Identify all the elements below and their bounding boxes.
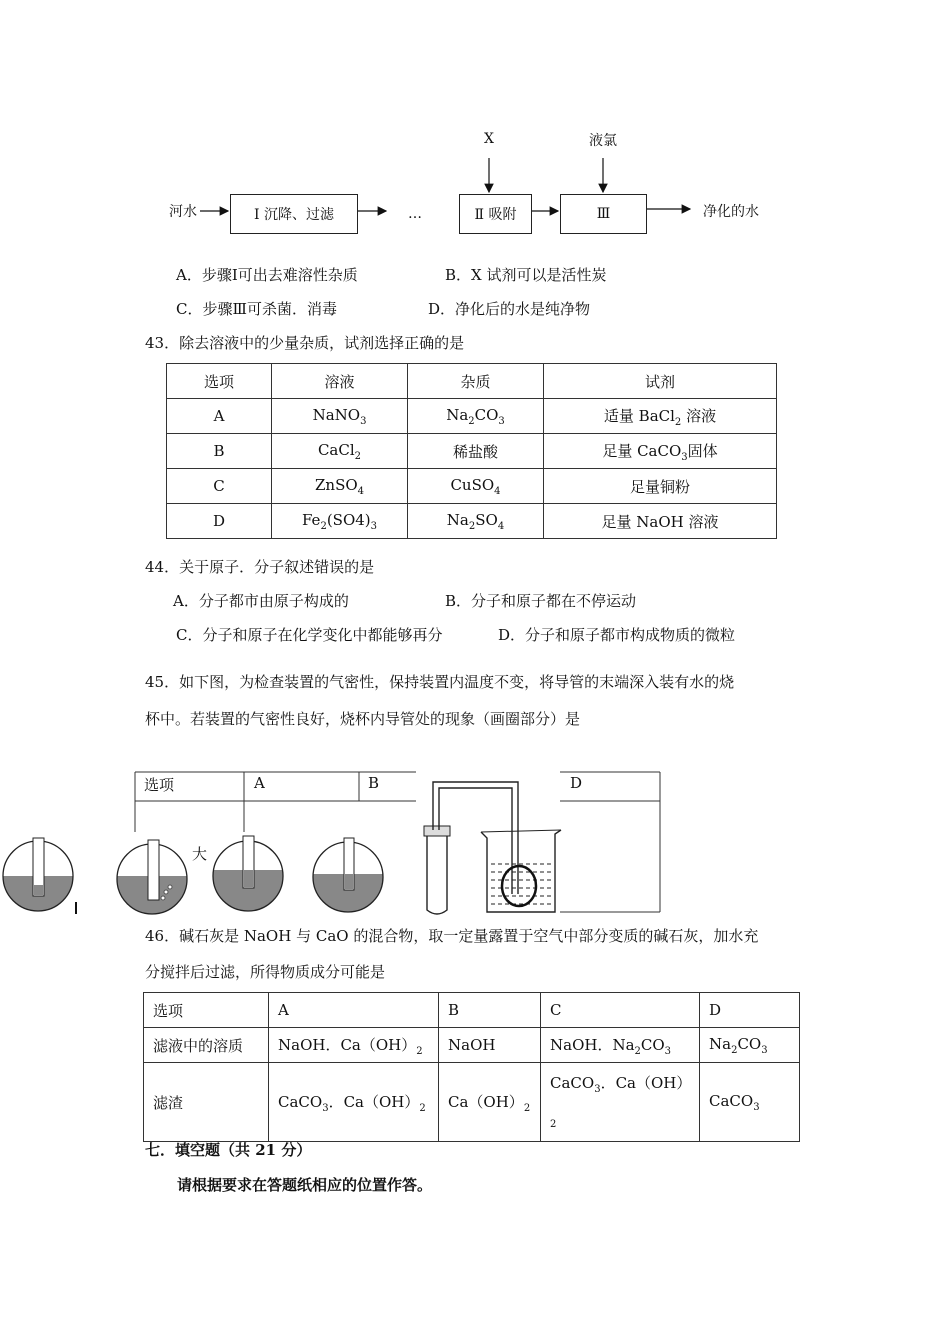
table-row — [167, 399, 777, 434]
cell-a: CaCO$_3$．$Ca(OH)_2$ — [269, 1063, 439, 1142]
cell-option: A — [167, 399, 272, 434]
cell-a: NaOH．$Ca(OH)_2$ — [269, 1028, 439, 1063]
flow-step3-box — [560, 194, 647, 234]
section7-note: 请根据要求在答题纸相应的位置作答。 — [177, 1176, 433, 1194]
option-circles — [0, 830, 420, 925]
cell-reagent: 适量 BaCl$_2$ 溶液 — [544, 399, 777, 434]
cell-option: D — [167, 504, 272, 539]
reagent-x-label: X — [484, 131, 494, 147]
row-header-residue: 滤渣 — [144, 1063, 269, 1142]
q44-option-c: C．分子和原子在化学变化中都能够再分 — [176, 626, 443, 644]
q42-option-c: C．步骤Ⅲ可杀菌．消毒 — [176, 300, 337, 318]
q45-header-option: 选项 — [144, 776, 175, 794]
cell-c: NaOH．$Na_2CO_3$ — [541, 1028, 700, 1063]
flow-input: 河水 — [169, 204, 197, 220]
table-row — [167, 469, 777, 504]
cell-option: B — [167, 434, 272, 469]
q43-stem: 43．除去溶液中的少量杂质，试剂选择正确的是 — [145, 334, 465, 352]
flow-output: 净化的水 — [703, 204, 759, 220]
header-solution: 溶液 — [272, 364, 408, 399]
q45-text-fragment: 大 — [192, 845, 208, 863]
q42-option-b: B．X 试剂可以是活性炭 — [445, 266, 607, 284]
beaker-icon — [481, 830, 561, 912]
q46-line1: 46．碱石灰是 NaOH 与 CaO 的混合物，取一定量露置于空气中部分变质的碱石灰，加水充 — [145, 927, 759, 945]
cell-impurity: 稀盐酸 — [408, 434, 544, 469]
cell-d: $Na_2CO_3$ — [700, 1028, 800, 1063]
header-a: A — [269, 993, 439, 1028]
flow-step1-box — [230, 194, 358, 234]
header-d: D — [700, 993, 800, 1028]
reagent-chlorine-label: 液氯 — [589, 133, 617, 149]
q44-stem: 44．关于原子．分子叙述错误的是 — [145, 558, 375, 576]
cell-b: $Ca(OH)_2$ — [439, 1063, 541, 1142]
cell-impurity: $Na_2CO_3$ — [408, 399, 544, 434]
test-tube-icon — [427, 832, 447, 914]
cell-impurity: CuSO$_4$ — [408, 469, 544, 504]
circle-option-a — [0, 838, 80, 925]
apparatus-drawing — [415, 772, 575, 920]
table-row — [144, 1028, 800, 1063]
cell-option: C — [167, 469, 272, 504]
table-header-row — [167, 364, 777, 399]
cell-reagent: 足量 CaCO$_3$固体 — [544, 434, 777, 469]
flow-dots: … — [408, 206, 422, 222]
q45-header-d: D — [570, 774, 583, 792]
q42-option-d: D．净化后的水是纯净物 — [428, 300, 591, 318]
q44-option-d: D．分子和原子都市构成物质的微粒 — [498, 626, 736, 644]
q43-table — [166, 363, 777, 539]
cell-reagent: 足量 NaOH 溶液 — [544, 504, 777, 539]
flow-step3-label: Ⅲ — [596, 206, 611, 222]
q46-line2: 分搅拌后过滤，所得物质成分可能是 — [145, 963, 386, 981]
table-row — [144, 1063, 800, 1142]
q46-table — [143, 992, 800, 1142]
q42-option-a: A．步骤Ⅰ可出去难溶性杂质 — [176, 266, 358, 284]
row-header-filtrate: 滤液中的溶质 — [144, 1028, 269, 1063]
q44-option-a: A．分子都市由原子构成的 — [173, 592, 349, 610]
cell-solution: CaCl$_2$ — [272, 434, 408, 469]
table-header-row — [144, 993, 800, 1028]
cell-d: CaCO$_3$ — [700, 1063, 800, 1142]
cell-c: CaCO$_3$．Ca（OH） 2 — [541, 1063, 700, 1142]
flow-step1-label: Ⅰ 沉降、过滤 — [254, 207, 334, 223]
cell-solution: $Fe_2(SO4)_3$ — [272, 504, 408, 539]
cell-b: NaOH — [439, 1028, 541, 1063]
header-option: 选项 — [144, 993, 269, 1028]
circle-option-d — [310, 838, 390, 925]
q45-header-a: A — [254, 774, 265, 792]
header-option: 选项 — [167, 364, 272, 399]
cell-reagent: 足量铜粉 — [544, 469, 777, 504]
circle-option-b — [110, 840, 200, 925]
q45-line1: 45．如下图，为检查装置的气密性，保持装置内温度不变，将导管的末端深入装有水的烧 — [145, 673, 735, 691]
flow-step2-label: Ⅱ 吸附 — [474, 207, 517, 223]
cell-impurity: $Na_2SO_4$ — [408, 504, 544, 539]
header-impurity: 杂质 — [408, 364, 544, 399]
circle-option-c — [210, 836, 290, 925]
table-row — [167, 434, 777, 469]
cell-solution: ZnSO$_4$ — [272, 469, 408, 504]
header-reagent: 试剂 — [544, 364, 777, 399]
q44-option-b: B．分子和原子都在不停运动 — [445, 592, 637, 610]
table-row — [167, 504, 777, 539]
header-c: C — [541, 993, 700, 1028]
cell-solution: NaNO$_3$ — [272, 399, 408, 434]
flow-step2-box — [459, 194, 532, 234]
q45-header-b: B — [368, 774, 380, 792]
header-b: B — [439, 993, 541, 1028]
section7-title: 七．填空题（共 21 分） — [145, 1141, 312, 1159]
q45-line2: 杯中。若装置的气密性良好，烧杯内导管处的现象（画圈部分）是 — [145, 710, 581, 728]
